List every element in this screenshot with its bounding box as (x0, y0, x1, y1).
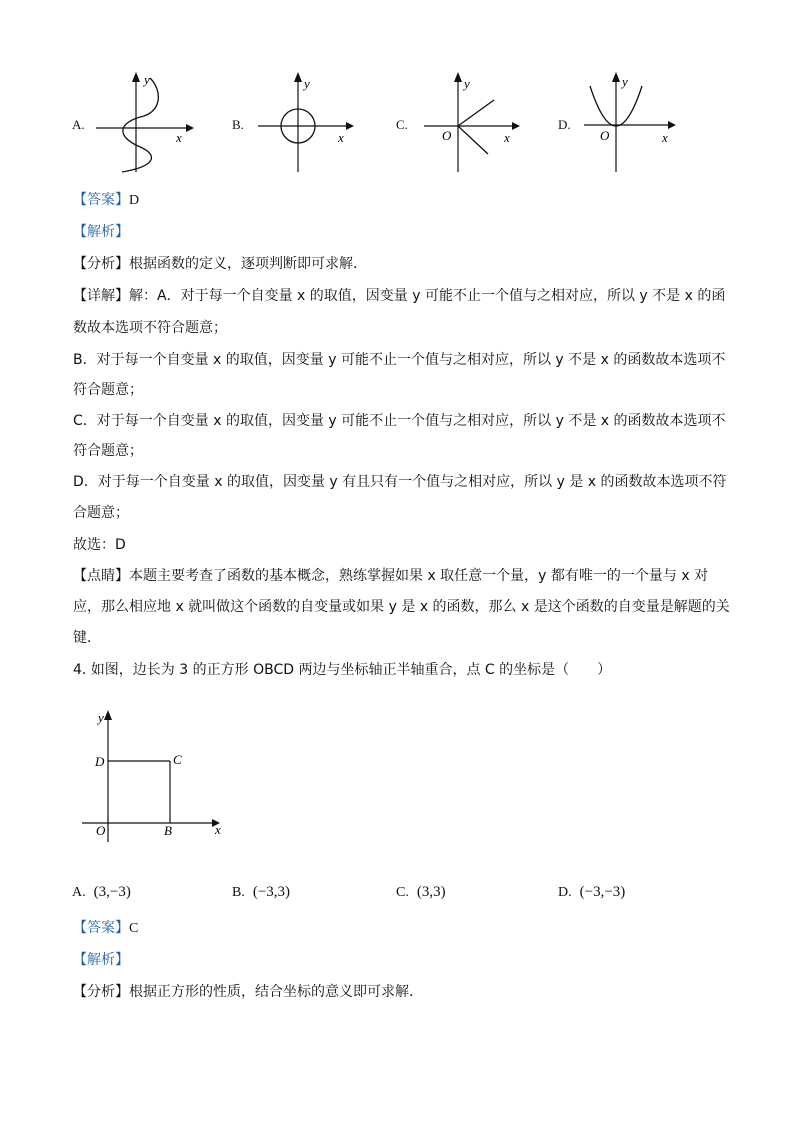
choice-value: (3,3) (416, 884, 446, 900)
choice-d[interactable] (558, 884, 625, 901)
q4-analysis-heading (73, 950, 129, 970)
detail-text: 解：A．对于每一个自变量 x 的取值，因变量 y 可能不止一个值与之相对应，所以 y 不是 x 的函 (129, 288, 726, 304)
detail-line: C．对于每一个自变量 x 的取值，因变量 y 可能不止一个值与之相对应，所以 y 不是 x 的函数故本选项不 (73, 413, 726, 429)
choice-value: (−3,3) (252, 884, 291, 900)
dianjing-tag: 【点睛】 (73, 568, 129, 584)
q4-fenxi-line (73, 982, 423, 1002)
answer-tag: 【答案】 (73, 192, 129, 208)
label-o: O (96, 823, 106, 838)
detail-line: 数故本选项不符合题意； (73, 320, 227, 336)
origin-label: O (600, 128, 610, 143)
label-y: y (98, 710, 104, 725)
question-4-stem: 4. 如图，边长为 3 的正方形 OBCD 两边与坐标轴正半轴重合，点 C 的坐标是（ ） (73, 662, 612, 678)
fenxi-tag: 【分析】 (73, 984, 129, 1000)
label-b: B (164, 823, 172, 838)
axis-y-label: y (622, 74, 628, 89)
dianjing-line (73, 566, 708, 586)
answer-value: D (129, 193, 140, 208)
option-c-label: C. (396, 117, 408, 132)
fenxi-text: 根据正方形的性质，结合坐标的意义即可求解． (129, 984, 423, 1000)
q4-answer-line (73, 918, 138, 939)
choice-b[interactable] (232, 884, 290, 901)
axis-x-label: x (176, 130, 182, 145)
choice-value: (3,−3) (93, 884, 131, 900)
analysis-tag: 【解析】 (73, 224, 129, 240)
label-c: C (173, 752, 182, 767)
axis-x-label: x (338, 130, 344, 145)
dianjing-text: 本题主要考查了函数的基本概念，熟练掌握如果 x 取任意一个量，y 都有唯一的一个量与 x 对 (129, 568, 709, 584)
fenxi-text: 根据函数的定义，逐项判断即可求解． (129, 256, 367, 272)
axis-y-label: y (144, 72, 150, 87)
square-coordinate-figure (78, 702, 228, 844)
choice-letter: C. (396, 885, 409, 900)
choice-value: (−3,−3) (579, 884, 626, 900)
dianjing-line: 应，那么相应地 x 就叫做这个函数的自变量或如果 y 是 x 的函数，那么 x 是这个函数的自变量是解题的关 (73, 599, 730, 615)
analysis-heading (73, 222, 129, 242)
choice-a[interactable] (72, 884, 131, 901)
analysis-tag: 【解析】 (73, 952, 129, 968)
label-d: D (95, 754, 105, 769)
detail-line: 合题意； (73, 505, 129, 521)
dianjing-line: 键． (73, 630, 101, 646)
detail-line: 符合题意； (73, 443, 143, 459)
graph-c-rays (420, 68, 530, 176)
graph-d-parabola (580, 68, 690, 176)
axis-x-label: x (662, 130, 668, 145)
detail-tag: 【详解】 (73, 288, 129, 304)
axis-y-label: y (464, 76, 470, 91)
answer-tag: 【答案】 (73, 920, 129, 936)
axis-y-label: y (304, 76, 310, 91)
graph-a-sine-curve (88, 68, 198, 176)
detail-line (73, 286, 725, 306)
choice-letter: D. (558, 885, 572, 900)
answer-value: C (129, 921, 139, 936)
origin-label: O (442, 128, 452, 143)
detail-line: 符合题意； (73, 382, 143, 398)
graph-b-circle (252, 68, 362, 176)
answer-line (73, 190, 139, 211)
axis-x-label: x (504, 130, 510, 145)
fenxi-line (73, 254, 367, 274)
option-a-label: A. (72, 117, 85, 132)
choice-letter: A. (72, 885, 86, 900)
detail-line: 故选：D (73, 537, 126, 553)
option-d-label: D. (558, 117, 571, 132)
label-x: x (215, 822, 221, 837)
detail-line: B．对于每一个自变量 x 的取值，因变量 y 可能不止一个值与之相对应，所以 y 不是 x 的函数故本选项不 (73, 352, 726, 368)
choice-c[interactable] (396, 884, 446, 901)
detail-line: D．对于每一个自变量 x 的取值，因变量 y 有且只有一个值与之相对应，所以 y 是 x 的函数故本选项不符 (73, 474, 727, 490)
option-b-label: B. (232, 117, 244, 132)
choice-letter: B. (232, 885, 245, 900)
fenxi-tag: 【分析】 (73, 256, 129, 272)
